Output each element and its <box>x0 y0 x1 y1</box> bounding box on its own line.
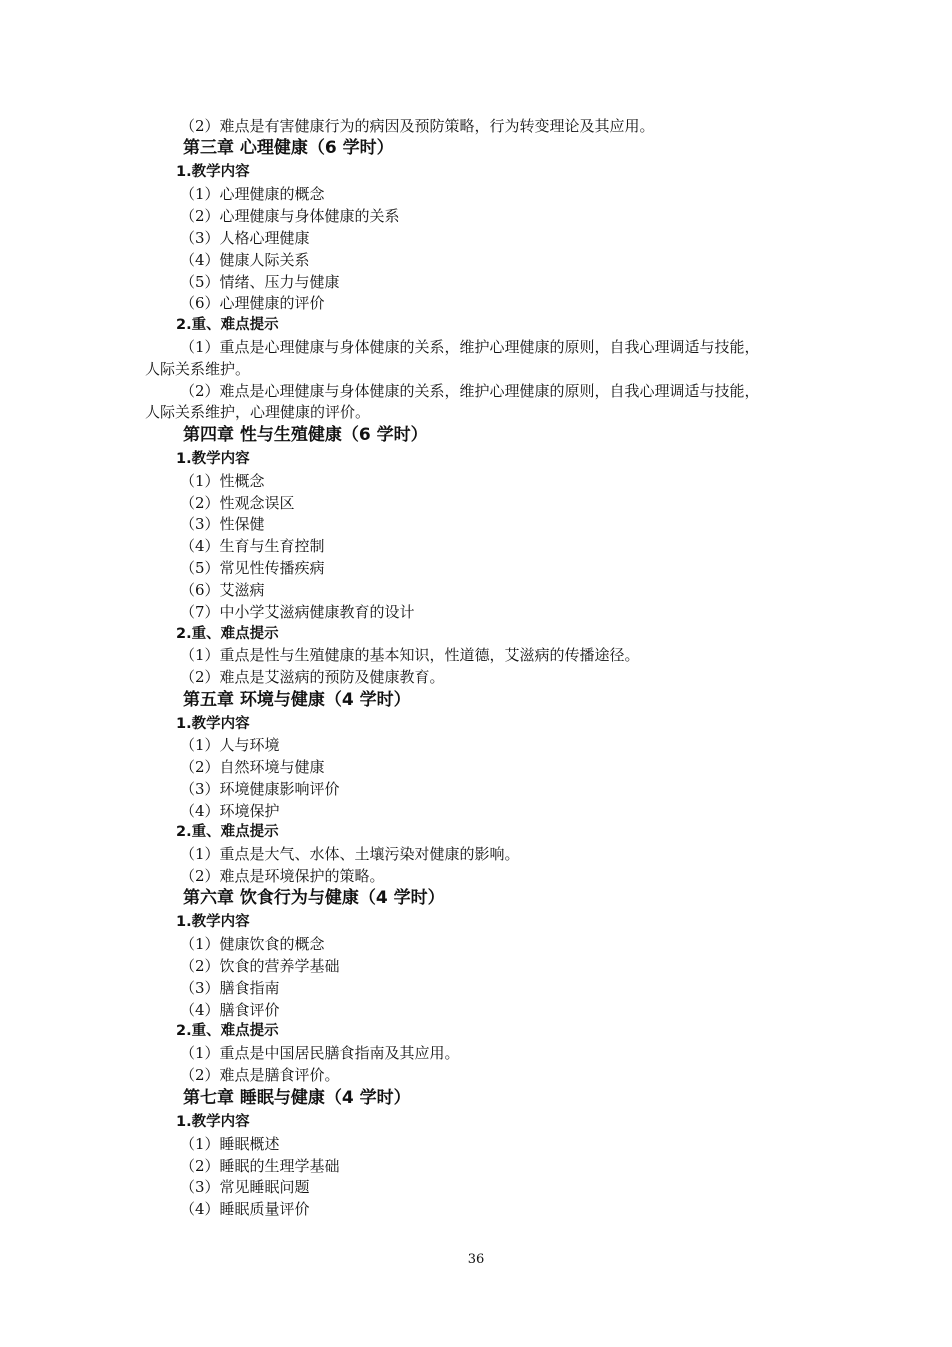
list-item: （5）常见性传播疾病 <box>180 559 325 577</box>
chapter-3-title: 第三章 心理健康（6 学时） <box>183 138 394 158</box>
chapter-7-title: 第七章 睡眠与健康（4 学时） <box>183 1088 411 1108</box>
paragraph-text: （2）难点是膳食评价。 <box>180 1066 340 1084</box>
list-item: （5）情绪、压力与健康 <box>180 273 340 291</box>
paragraph-text: 人际关系维护。 <box>145 360 251 378</box>
list-item: （3）人格心理健康 <box>180 229 310 247</box>
list-item: （2）睡眠的生理学基础 <box>180 1157 340 1175</box>
list-item: （1）健康饮食的概念 <box>180 935 325 953</box>
section-heading: 1.教学内容 <box>176 716 250 732</box>
chapter-4-title: 第四章 性与生殖健康（6 学时） <box>183 425 428 445</box>
paragraph-text: （1）重点是大气、水体、土壤污染对健康的影响。 <box>180 845 520 863</box>
list-item: （4）健康人际关系 <box>180 251 310 269</box>
chapter-5-title: 第五章 环境与健康（4 学时） <box>183 690 411 710</box>
paragraph-text: （1）重点是性与生殖健康的基本知识，性道德，艾滋病的传播途径。 <box>180 646 640 664</box>
list-item: （4）环境保护 <box>180 802 280 820</box>
paragraph-text: （1）重点是中国居民膳食指南及其应用。 <box>180 1044 460 1062</box>
list-item: （7）中小学艾滋病健康教育的设计 <box>180 603 415 621</box>
section-heading: 2.重、难点提示 <box>176 1023 279 1039</box>
section-heading: 1.教学内容 <box>176 1114 250 1130</box>
list-item: （3）膳食指南 <box>180 979 280 997</box>
list-item: （4）膳食评价 <box>180 1001 280 1019</box>
list-item: （1）性概念 <box>180 472 265 490</box>
list-item: （3）性保健 <box>180 515 265 533</box>
paragraph-text: （2）难点是有害健康行为的病因及预防策略，行为转变理论及其应用。 <box>180 117 655 135</box>
list-item: （1）人与环境 <box>180 736 280 754</box>
list-item: （4）生育与生育控制 <box>180 537 325 555</box>
list-item: （3）常见睡眠问题 <box>180 1178 310 1196</box>
paragraph-text: （2）难点是艾滋病的预防及健康教育。 <box>180 668 445 686</box>
list-item: （6）艾滋病 <box>180 581 265 599</box>
section-heading: 2.重、难点提示 <box>176 824 279 840</box>
list-item: （4）睡眠质量评价 <box>180 1200 310 1218</box>
list-item: （2）性观念误区 <box>180 494 295 512</box>
list-item: （2）自然环境与健康 <box>180 758 325 776</box>
section-heading: 2.重、难点提示 <box>176 626 279 642</box>
paragraph-text: 人际关系维护，心理健康的评价。 <box>145 403 371 421</box>
list-item: （2）心理健康与身体健康的关系 <box>180 207 400 225</box>
section-heading: 1.教学内容 <box>176 164 250 180</box>
list-item: （3）环境健康影响评价 <box>180 780 340 798</box>
paragraph-text: （1）重点是心理健康与身体健康的关系，维护心理健康的原则，自我心理调适与技能， <box>180 338 760 356</box>
section-heading: 2.重、难点提示 <box>176 317 279 333</box>
list-item: （6）心理健康的评价 <box>180 294 325 312</box>
section-heading: 1.教学内容 <box>176 914 250 930</box>
chapter-6-title: 第六章 饮食行为与健康（4 学时） <box>183 888 445 908</box>
list-item: （1）心理健康的概念 <box>180 185 325 203</box>
section-heading: 1.教学内容 <box>176 451 250 467</box>
list-item: （1）睡眠概述 <box>180 1135 280 1153</box>
page-number: 36 <box>467 1252 485 1267</box>
paragraph-text: （2）难点是环境保护的策略。 <box>180 867 385 885</box>
paragraph-text: （2）难点是心理健康与身体健康的关系，维护心理健康的原则，自我心理调适与技能， <box>180 382 760 400</box>
list-item: （2）饮食的营养学基础 <box>180 957 340 975</box>
